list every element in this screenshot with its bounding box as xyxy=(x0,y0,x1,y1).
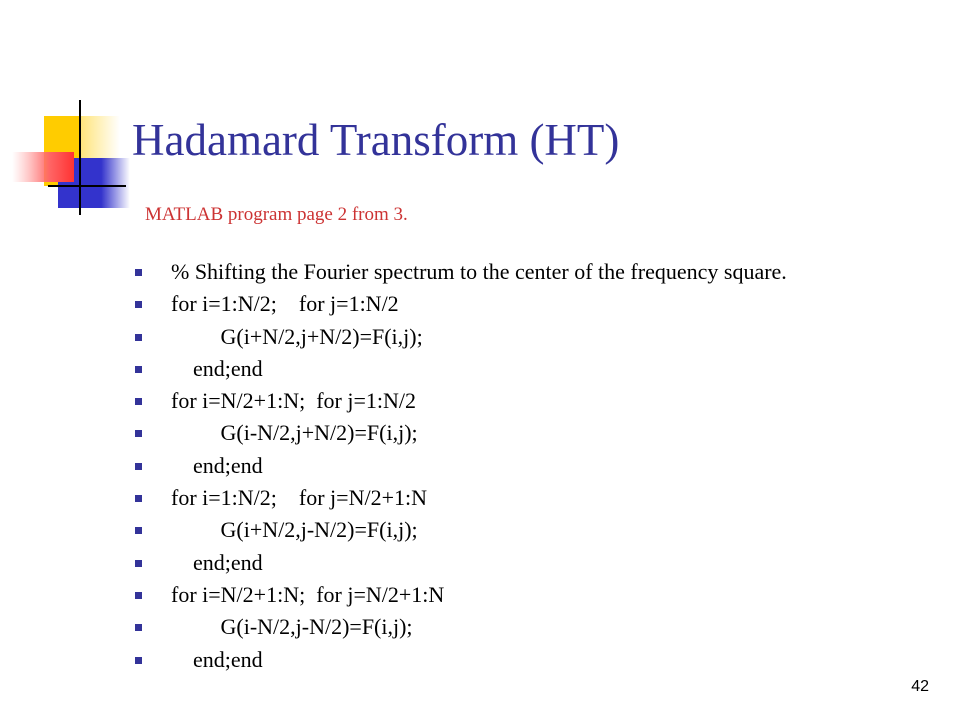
bullet-icon xyxy=(135,269,142,276)
bullet-icon xyxy=(135,495,142,502)
slide-decoration xyxy=(0,0,140,230)
list-item xyxy=(135,514,787,546)
bullet-icon xyxy=(135,398,142,405)
bullet-icon xyxy=(135,366,142,373)
list-item xyxy=(135,256,787,288)
code-text: end;end xyxy=(171,452,263,478)
code-text: for i=N/2+1:N; for j=N/2+1:N xyxy=(171,581,445,607)
bullet-icon xyxy=(135,624,142,631)
code-text: for i=1:N/2; for j=N/2+1:N xyxy=(171,485,427,511)
code-text: for i=N/2+1:N; for j=1:N/2 xyxy=(171,388,416,414)
bullet-icon xyxy=(135,301,142,308)
bullet-icon xyxy=(135,657,142,664)
bullet-icon xyxy=(135,334,142,341)
code-text: G(i+N/2,j-N/2)=F(i,j); xyxy=(171,517,418,543)
list-item xyxy=(135,353,787,385)
code-text: % Shifting the Fourier spectrum to the center of the frequency square. xyxy=(171,259,787,284)
slide-title: Hadamard Transform (HT) xyxy=(132,115,620,165)
list-item xyxy=(135,644,787,676)
bullet-icon xyxy=(135,527,142,534)
red-gradient-bar xyxy=(12,152,74,182)
list-item xyxy=(135,288,787,320)
bullet-icon xyxy=(135,592,142,599)
list-item xyxy=(135,547,787,579)
code-text: G(i-N/2,j-N/2)=F(i,j); xyxy=(171,614,413,640)
list-item xyxy=(135,482,787,514)
code-text: G(i+N/2,j+N/2)=F(i,j); xyxy=(171,323,423,349)
list-item xyxy=(135,450,787,482)
code-text: end;end xyxy=(171,549,263,575)
list-item xyxy=(135,611,787,643)
code-listing xyxy=(135,256,787,676)
list-item xyxy=(135,321,787,353)
slide-subtitle: MATLAB program page 2 from 3. xyxy=(145,204,408,225)
list-item xyxy=(135,417,787,449)
page-number: 42 xyxy=(911,678,929,695)
bullet-icon xyxy=(135,430,142,437)
code-text: for i=1:N/2; for j=1:N/2 xyxy=(171,291,399,317)
bullet-icon xyxy=(135,560,142,567)
list-item xyxy=(135,579,787,611)
code-text: end;end xyxy=(171,646,263,672)
code-text: end;end xyxy=(171,355,263,381)
bullet-icon xyxy=(135,463,142,470)
list-item xyxy=(135,385,787,417)
code-text: G(i-N/2,j+N/2)=F(i,j); xyxy=(171,420,418,446)
